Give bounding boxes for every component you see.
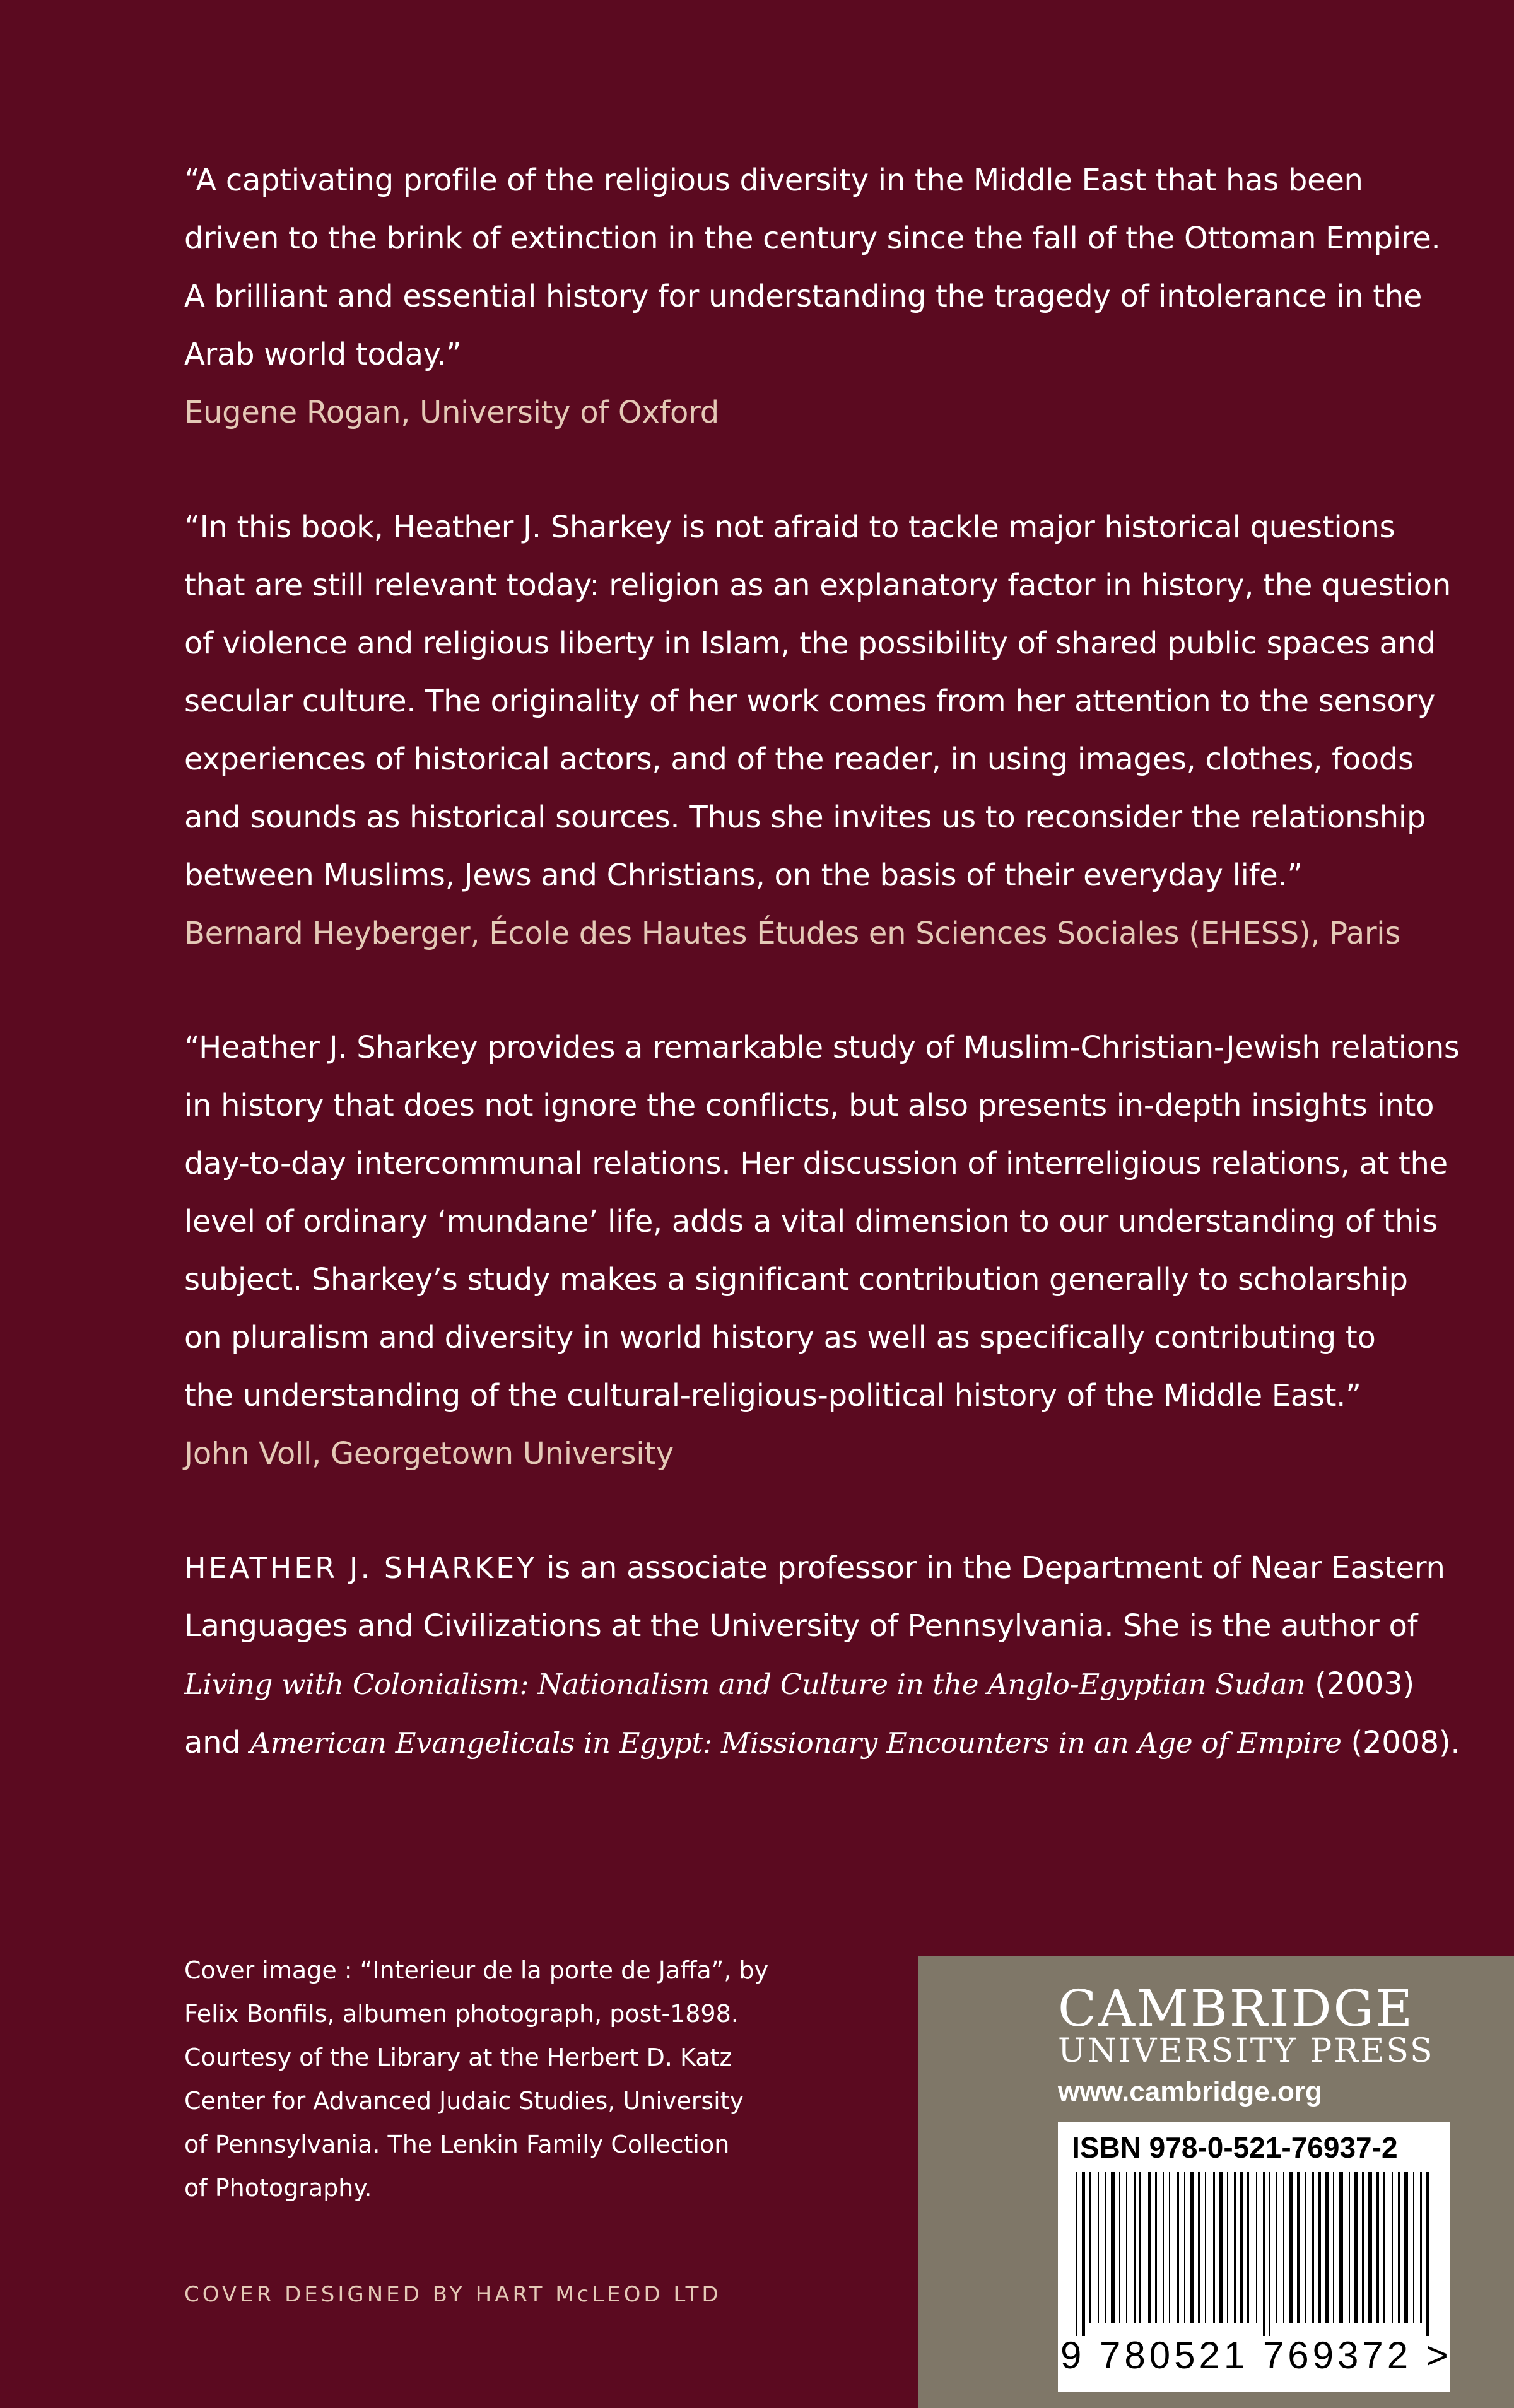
barcode-bar [1089,2172,1091,2323]
review-line: in history that does not ignore the conflicts, but also presents in-depth insights into [184,1088,1435,1123]
barcode-bar [1105,2172,1106,2323]
barcode-bar [1263,2172,1265,2336]
barcode-bars-icon [1072,2172,1436,2336]
review-line: “In this book, Heather J. Sharkey is not afraid to tackle major historical questions [184,510,1395,545]
barcode-bar [1177,2172,1179,2323]
barcode-bar [1155,2172,1157,2323]
barcode-bar [1256,2172,1257,2323]
barcode-bar [1134,2172,1136,2323]
credit-line: Center for Advanced Judaic Studies, University [184,2087,744,2115]
credit-line: of Pennsylvania. The Lenkin Family Collection [184,2130,730,2158]
bio-line [184,1539,1465,1597]
barcode-bar [1283,2172,1284,2323]
barcode-bar [1289,2172,1293,2323]
review-line: that are still relevant today: religion as an explanatory factor in history, the question [184,568,1451,603]
isbn-barcode [1058,2122,1450,2392]
review-1-attribution: Eugene Rogan, University of Oxford [184,395,719,430]
barcode-bar [1318,2172,1321,2323]
review-2 [184,498,1465,962]
isbn-label: ISBN 978-0-521-76937-2 [1072,2131,1398,2164]
book-year: (2003) [1305,1666,1414,1702]
book-title: Living with Colonialism: Nationalism and Culture in the Anglo-Egyptian Sudan [184,1668,1306,1701]
author-name: HEATHER J. SHARKEY [184,1551,537,1585]
review-line: between Muslims, Jews and Christians, on the basis of their everyday life.” [184,858,1303,893]
review-line: “Heather J. Sharkey provides a remarkable study of Muslim-Christian-Jewish relations [184,1030,1460,1065]
book-year: (2008). [1341,1725,1460,1760]
barcode-bar [1383,2172,1385,2323]
barcode-bar [1184,2172,1185,2323]
review-2-attribution: Bernard Heyberger, École des Hautes Études en Sciences Sociales (EHESS), Paris [184,916,1401,951]
barcode-bar [1354,2172,1358,2323]
review-line: day-to-day intercommunal relations. Her discussion of interreligious relations, at the [184,1146,1448,1181]
barcode-bar [1413,2172,1414,2323]
barcode-bar [1392,2172,1393,2323]
barcode-bar [1234,2172,1236,2323]
barcode-bar [1297,2172,1300,2323]
barcode-bar [1339,2172,1343,2323]
review-line: level of ordinary ‘mundane’ life, adds a vital dimension to our understanding of this [184,1204,1438,1239]
bio-text: and [184,1725,250,1760]
barcode-bar [1247,2172,1249,2323]
review-line: subject. Sharkey’s study makes a significant contribution generally to scholarship [184,1262,1408,1297]
review-line: secular culture. The originality of her work comes from her attention to the sensory [184,684,1436,719]
review-line: “A captivating profile of the religious diversity in the Middle East that has been [184,163,1363,198]
author-bio [184,1539,1465,1772]
review-line: A brilliant and essential history for understanding the tragedy of intolerance in the [184,279,1423,314]
credit-line: Courtesy of the Library at the Herbert D. Katz [184,2043,732,2071]
barcode-bar [1368,2172,1372,2323]
barcode-bar [1163,2172,1164,2323]
barcode-bar [1198,2172,1200,2323]
barcode-bar [1169,2172,1170,2323]
barcode-bar [1362,2172,1364,2323]
review-3-attribution: John Voll, Georgetown University [184,1436,674,1471]
review-2-text [184,498,1465,904]
barcode-bar [1276,2172,1277,2323]
review-line: on pluralism and diversity in world history as well as specifically contributing to [184,1320,1376,1355]
barcode-bar [1219,2172,1223,2323]
barcode-digits: 9 780521 769372 > [1060,2334,1452,2376]
publisher-panel [918,1956,1514,2408]
review-1 [184,151,1465,441]
barcode-bar [1119,2172,1120,2323]
barcode-bar [1376,2172,1379,2323]
barcode-bar [1148,2172,1151,2323]
publisher-url: www.cambridge.org [1058,2076,1322,2107]
barcode-bar [1126,2172,1127,2323]
barcode-bar [1312,2172,1314,2323]
credit-line: Cover image : “Interieur de la porte de Jaffa”, by [184,1956,769,1984]
barcode-bar [1349,2172,1350,2323]
review-1-text [184,151,1465,383]
barcode-bar [1076,2172,1077,2336]
review-line: and sounds as historical sources. Thus she invites us to reconsider the relationship [184,800,1426,835]
cover-image-credit [184,1949,878,2210]
review-3 [184,1019,1465,1483]
barcode-bar [1404,2172,1408,2323]
cover-designer-credit: COVER DESIGNED BY HART McLEOD LTD [184,2282,722,2307]
bio-text: is an associate professor in the Department of Near Eastern [537,1550,1445,1586]
review-line: the understanding of the cultural-religious-political history of the Middle East.” [184,1378,1361,1413]
bio-line: Languages and Civilizations at the University of Pennsylvania. She is the author of [184,1608,1418,1644]
barcode-bar [1333,2172,1334,2323]
review-line: of violence and religious liberty in Islam, the possibility of shared public spaces and [184,626,1436,661]
review-line: Arab world today.” [184,337,462,372]
review-line: driven to the brink of extinction in the century since the fall of the Ottoman Empire. [184,221,1441,256]
publisher-logo-name: CAMBRIDGE [1058,1979,1414,2038]
bio-line [184,1655,1465,1714]
barcode-bar [1227,2172,1228,2323]
book-title: American Evangelicals in Egypt: Missionary Encounters in an Age of Empire [250,1726,1342,1760]
barcode-bar [1205,2172,1206,2323]
review-line: experiences of historical actors, and of the reader, in using images, clothes, foods [184,742,1414,777]
barcode-bar [1190,2172,1194,2323]
barcode-bar [1082,2172,1085,2336]
barcode-bar [1098,2172,1099,2323]
barcode-bar [1325,2172,1329,2323]
credit-line: Felix Bonfils, albumen photograph, post-1898. [184,2000,739,2028]
barcode-bar [1426,2172,1429,2336]
barcode-bar [1398,2172,1400,2323]
barcode-bar [1305,2172,1306,2323]
barcode-bar [1111,2172,1115,2323]
barcode-bar [1139,2172,1141,2323]
barcode-bar [1213,2172,1215,2323]
review-3-text [184,1019,1465,1425]
barcode-bar [1240,2172,1243,2323]
bio-line [184,1714,1465,1772]
credit-line: of Photography. [184,2174,372,2202]
barcode-bar [1420,2172,1422,2323]
barcode-bar [1269,2172,1270,2336]
publisher-logo-subname: UNIVERSITY PRESS [1058,2032,1435,2070]
